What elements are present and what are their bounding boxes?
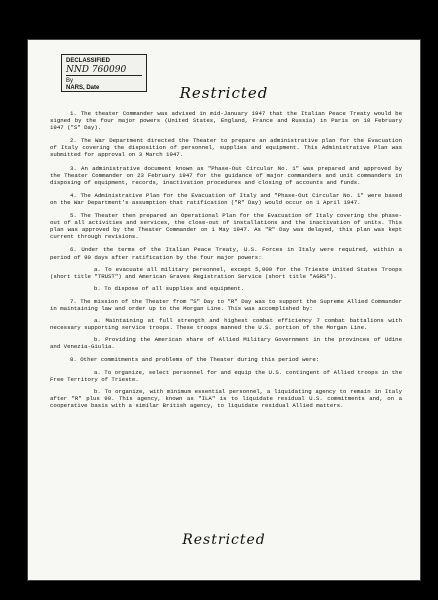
paragraph-6: 6. Under the terms of the Italian Peace Treaty, U.S. Forces in Italy were required, within a period of 90 days after ratification by the four major powers: [50, 246, 402, 261]
paragraph-4: 4. The Administrative Plan for the Evacuation of Italy and "Phase-Out Circular No. 1" were based on the War Department's assumption that ratification ("R" Day) would occur on 1 April 1947. [50, 191, 402, 206]
paragraph-8: 8. Other commitments and problems of the Theater during this period were: [70, 356, 320, 364]
paragraph-2: 2. The War Department directed the Theater to prepare an administrative plan for the Evacuation of Italy covering the disposition of personnel, supplies and equipment. This Administrative Plan was submitted for approval on 3 March 1947. [50, 137, 402, 159]
document-body [50, 110, 402, 415]
paragraph-7b: b. Providing the American share of Allied Military Government in the provinces of Udine and Venezia-Giulia. [50, 336, 402, 351]
document-page [28, 40, 420, 580]
paragraph-6b: b. To dispose of all supplies and equipment. [94, 284, 245, 292]
paragraph-5: 5. The Theater then prepared an Operational Plan for the Evacuation of Italy covering the phase-out of all activities and services, the close-out of installations and the inactivation of units. This plan was approved by the Theater Commander on 1 May 1947. As "R" Day was delayed, this plan was kept current through revisions. [50, 212, 402, 241]
paragraph-3: 3. An administrative document known as "Phase-Out Circular No. 1" was prepared and approved by the Theater Commander on 23 February 1947 for the guidance of major commanders and unit commanders in disposing of equipment, records, inactivation procedures and closing of accounts and funds. [50, 164, 402, 186]
paragraph-7: 7. The mission of the Theater from "S" Day to "R" Day was to support the Supreme Allied Commander in maintaining law and order up to the Morgan Line. This was accomplished by: [50, 297, 402, 312]
paragraph-8a: a. To organize, select personnel for and equip the U.S. contingent of Allied troops in the Free Territory of Trieste. [50, 368, 402, 383]
classification-marking-bottom: Restricted [182, 532, 266, 548]
declassified-by-line: By [66, 78, 74, 84]
classification-marking-top: Restricted [179, 84, 269, 102]
paragraph-7a: a. Maintaining at full strength and highest combat efficiency 7 combat battalions with necessary supporting service troops. These troops manned the U.S. portion of the Morgan Line. [50, 317, 402, 332]
paragraph-1: 1. The theater Commander was advised in mid-January 1947 that the Italian Peace Treaty would be signed by the four major powers (United States, England, France and Russia) in Paris on 10 February 1947 ("S" Day). [50, 110, 402, 132]
declassification-authority: NND 760090 [66, 65, 127, 75]
paragraph-8b: b. To organize, with minimum essential personnel, a liquidating agency to remain in Italy after "R" plus 90. This agency, known as "ILA" is to liquidate residual U.S. commitments and, on a cooperative basis with a similar British agency, to liquidate residual Allied matters. [50, 387, 402, 409]
stamp-rule [66, 75, 142, 76]
nars-date-label: NARS, Date [66, 85, 100, 91]
paragraph-6a: a. To evacuate all military personnel, except 5,000 for the Trieste United States Troops (short title "TRUST") and American Graves Registration Service (short title "AGRS"). [50, 265, 402, 280]
declassified-label: DECLASSIFIED [66, 58, 111, 64]
